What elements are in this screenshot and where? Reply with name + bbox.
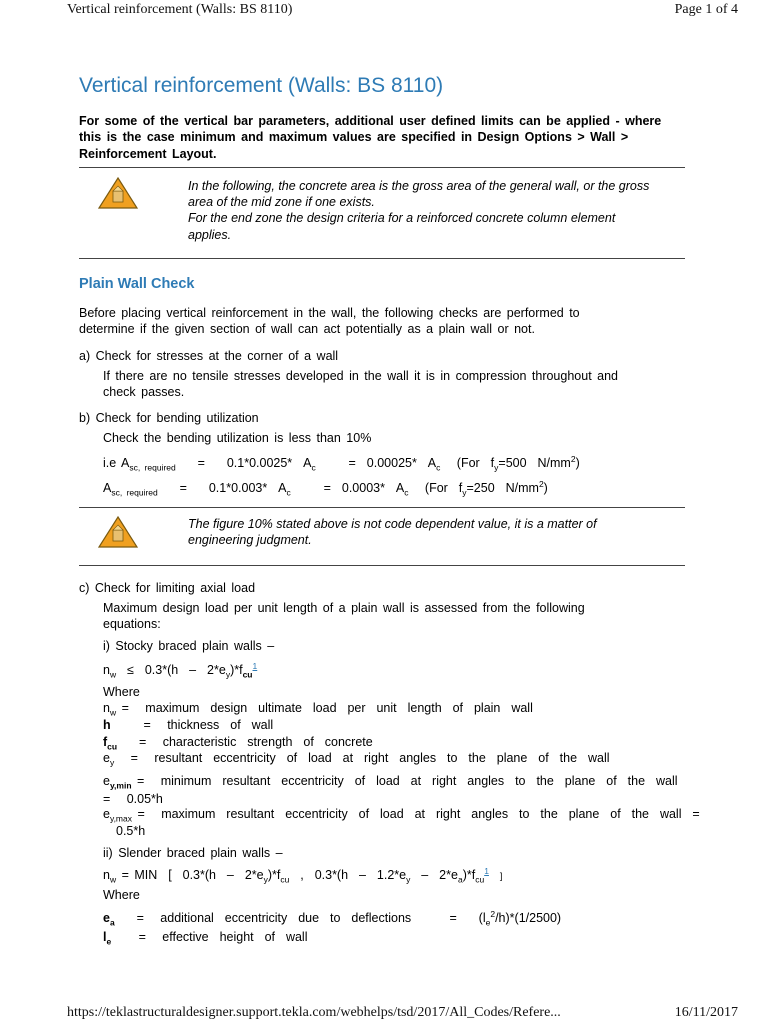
note-2-top-rule (79, 507, 685, 508)
check-c-line-1: Maximum design load per unit length of a plain wall is assessed from the following (103, 601, 585, 615)
def-eymax-line-1: $e_{y,max}$ = maximum resultant eccentricity of load at right angles to the plane of the wall = (103, 807, 700, 824)
check-a-label: a) Check for stresses at the corner of a wall (79, 349, 339, 363)
def-fcu: $f_{cu}$ = characteristic strength of concrete (103, 735, 373, 752)
slender-equation: $n_w$ = MIN [ $0.3*(h - 2*e_y)*f_{cu}$ , $0.3*(h - 1.2*e_y - 2*e_a)*f_{cu}^1$ ] (103, 865, 503, 885)
check-a-line-1: If there are no tensile stresses developed in the wall it is in compression throughout and (103, 369, 618, 383)
para-line-1: Before placing vertical reinforcement in the wall, the following checks are performed to (79, 306, 580, 320)
def-le: $l_e$ = effective height of wall (103, 930, 308, 947)
def-ey: $e_y$ = resultant eccentricity of load at right angles to the plane of the wall (103, 751, 610, 768)
intro-line-3: Reinforcement Layout. (79, 147, 217, 161)
note-2-line-2: engineering judgment. (188, 533, 312, 547)
note-1-line-1: In the following, the concrete area is the gross area of the general wall, or the gross (188, 179, 650, 193)
where-label-2: Where (103, 888, 140, 902)
def-eymax-line-2: 0.5*h (116, 824, 146, 838)
footer-date: 16/11/2017 (674, 1005, 738, 1020)
stocky-label: i) Stocky braced plain walls – (103, 639, 275, 653)
header-title: Vertical reinforcement (Walls: BS 8110) (67, 2, 293, 17)
check-b-line-1: Check the bending utilization is less than 10% (103, 431, 372, 445)
warning-triangle-icon (97, 176, 139, 210)
def-eymin-line-1: $e_{y,min}$ = minimum resultant eccentricity of load at right angles to the plane of the wall (103, 774, 678, 791)
note-2-bottom-rule (79, 565, 685, 566)
check-b-equation-2: $A_{sc, required}$ = 0.1*0.003* $A_c$ = 0.0003* $A_c$ (For $f_y=250$ $N/mm^2$) (103, 478, 548, 498)
check-b-label: b) Check for bending utilization (79, 411, 259, 425)
where-label-1: Where (103, 685, 140, 699)
note-bottom-rule (79, 258, 685, 259)
check-a-line-2: check passes. (103, 385, 185, 399)
def-h: h = thickness of wall (103, 718, 274, 732)
page-title: Vertical reinforcement (Walls: BS 8110) (79, 74, 444, 97)
note-1-line-4: applies. (188, 228, 232, 242)
intro-line-2: this is the case minimum and maximum values are specified in Design Options > Wall > (79, 130, 629, 144)
footer-url[interactable]: https://teklastructuraldesigner.support.tekla.com/webhelps/tsd/2017/All_Codes/Refere... (67, 1005, 561, 1020)
check-c-label: c) Check for limiting axial load (79, 581, 256, 595)
intro-line-1: For some of the vertical bar parameters, additional user defined limits can be applied - where (79, 114, 662, 128)
warning-triangle-icon (97, 515, 139, 549)
def-nw: $n_w$ = maximum design ultimate load per unit length of plain wall (103, 701, 533, 718)
para-line-2: determine if the given section of wall can act potentially as a plain wall or not. (79, 322, 535, 336)
section-heading-plain-wall-check: Plain Wall Check (79, 276, 195, 292)
note-1-line-2: area of the mid zone if one exists. (188, 195, 375, 209)
note-2-line-1: The figure 10% stated above is not code dependent value, it is a matter of (188, 517, 597, 531)
def-ea: $e_a$ = additional eccentricity due to deflections = $(l_e^2/h)*(1/2500)$ (103, 908, 562, 928)
stocky-equation: $n_w \le 0.3*(h - 2*e_y)*f_{cu}^1$ (103, 660, 258, 680)
note-top-rule (79, 167, 685, 168)
slender-label: ii) Slender braced plain walls – (103, 846, 283, 860)
check-c-line-2: equations: (103, 617, 161, 631)
note-1-line-3: For the end zone the design criteria for a reinforced concrete column element (188, 211, 616, 225)
def-eymin-line-2: = 0.05*h (103, 792, 163, 806)
header-page-number: Page 1 of 4 (674, 2, 738, 17)
check-b-equation-1: i.e $A_{sc, required}$ = 0.1*0.0025* $A_c$ = 0.00025* $A_c$ (For $f_y=500$ $N/mm^2$) (103, 453, 580, 473)
